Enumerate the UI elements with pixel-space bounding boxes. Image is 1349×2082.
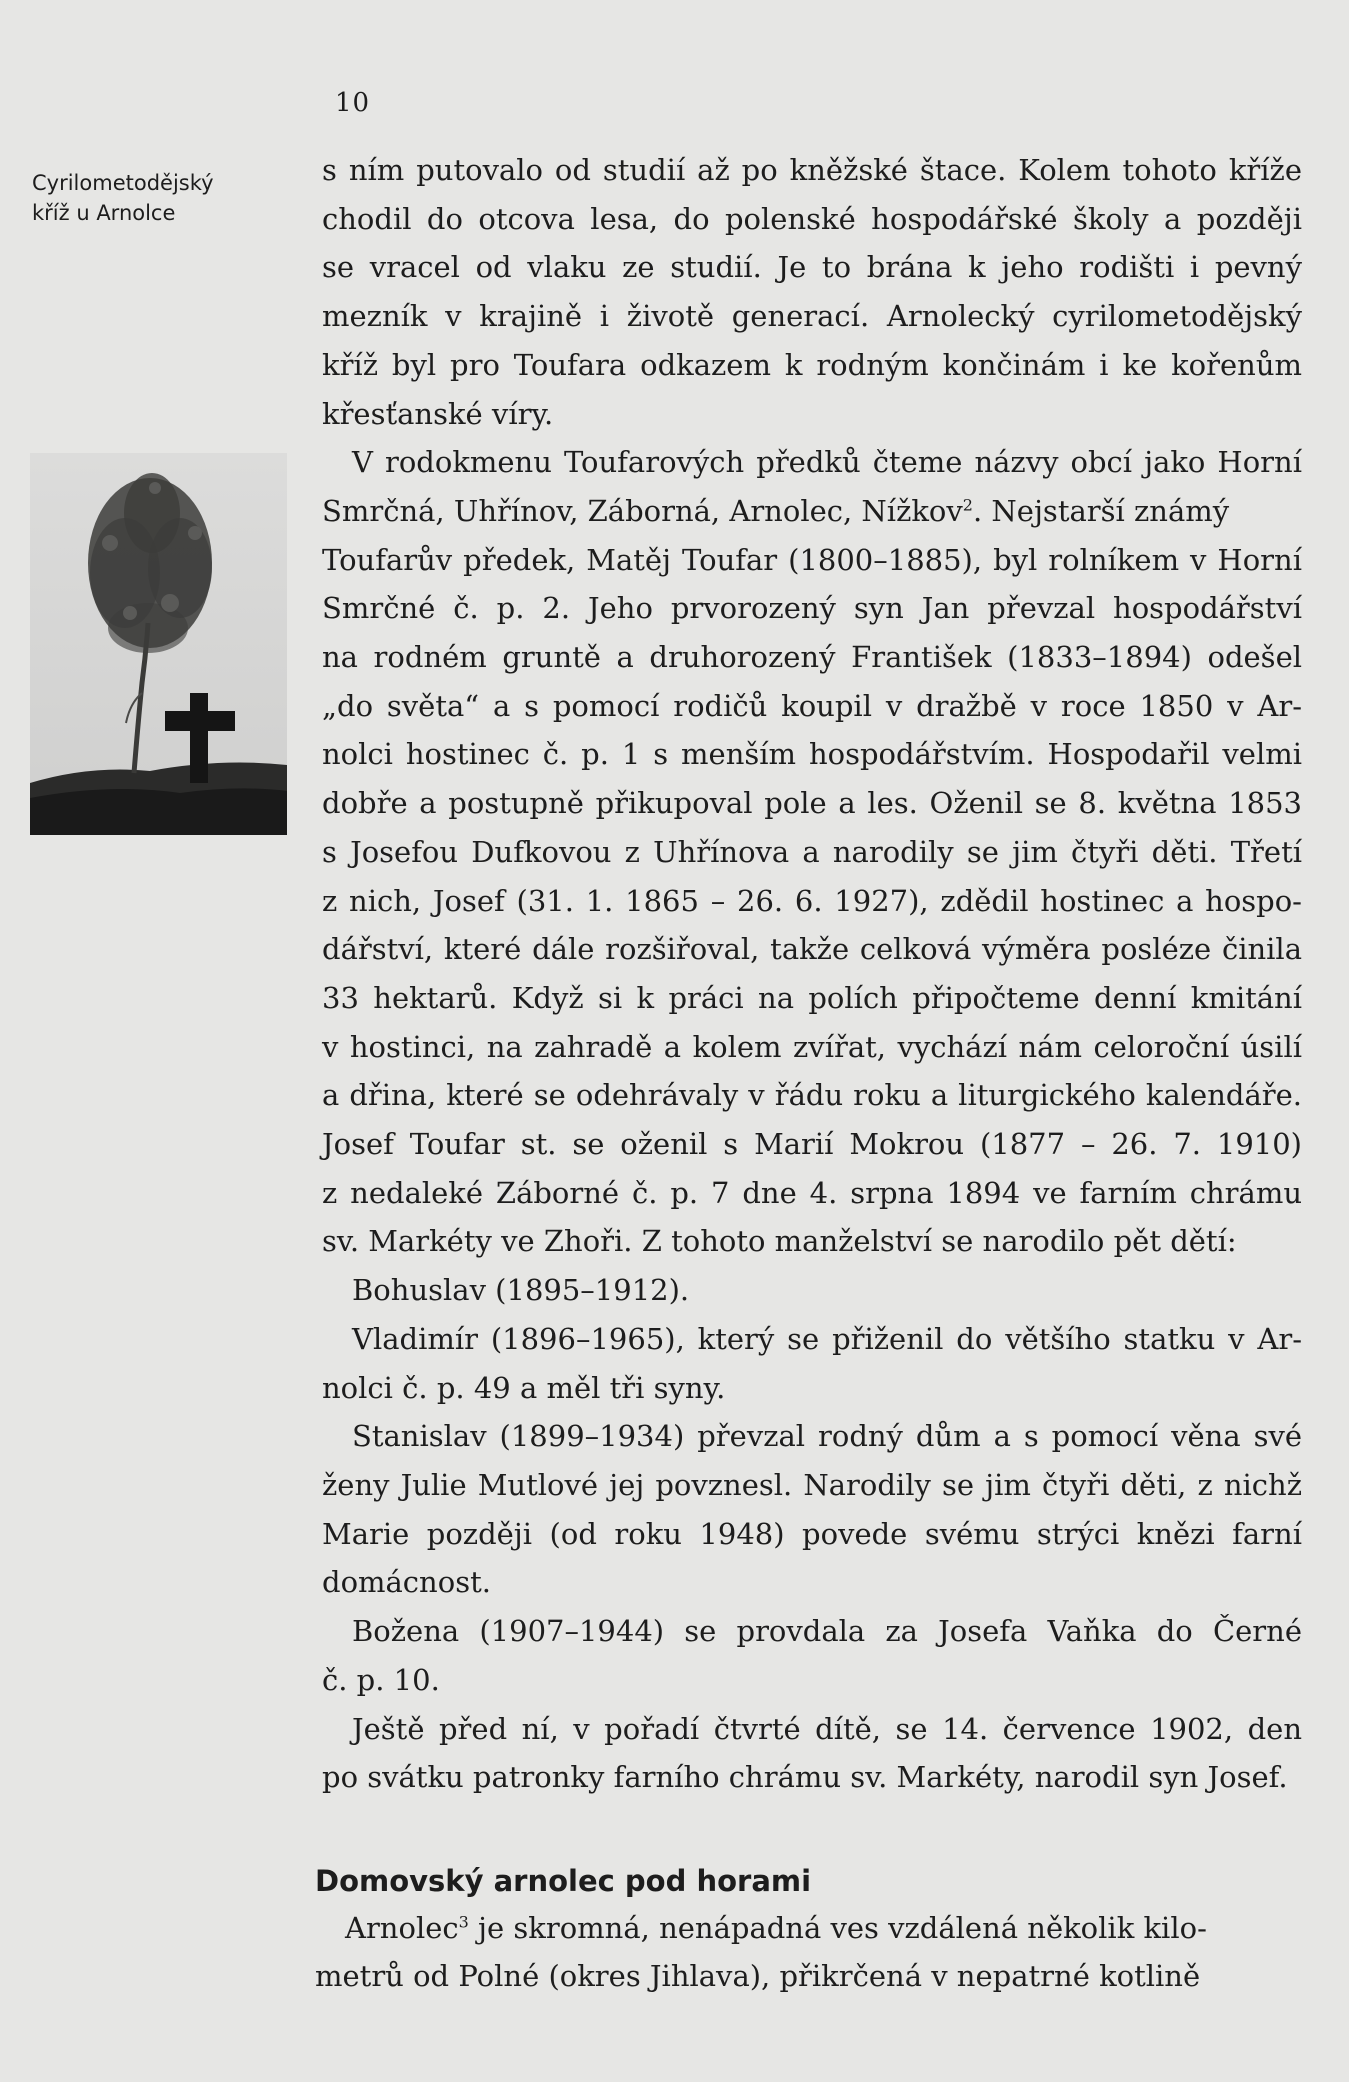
text-line: č. p. 10.: [322, 1662, 440, 1697]
text-line: z nedaleké Záborné č. p. 7 dne 4. srpna 1894 ve farním chrámu: [322, 1175, 1302, 1210]
text-line: V rodokmenu Toufarových předků čteme názvy obcí jako Horní: [352, 445, 1302, 480]
text-line: v hostinci, na zahradě a kolem zvířat, vychází nám celoroční úsilí: [322, 1029, 1302, 1064]
text-line: z nich, Josef (31. 1. 1865 – 26. 6. 1927), zdědil hostinec a hospo-: [322, 883, 1302, 918]
text-line: nolci č. p. 49 a měl tři syny.: [322, 1370, 726, 1405]
cross-tree-photo: [30, 453, 287, 835]
text-line: nolci hostinec č. p. 1 s menším hospodářstvím. Hospodařil velmi: [322, 737, 1302, 772]
text-line: Smrčná, Uhřínov, Záborná, Arnolec, Nížkov$^2$. Nejstarší známý: [322, 493, 1230, 528]
text-line: Arnolec$^3$ je skromná, nenápadná ves vzdálená několik kilo-: [345, 1911, 1207, 1945]
footnote-ref: 2: [962, 495, 973, 515]
text-line: s ním putovalo od studií až po kněžské štace. Kolem tohoto kříže: [322, 153, 1302, 187]
text-line: 33 hektarů. Když si k práci na polích připočteme denní kmitání: [322, 980, 1302, 1015]
text-line: Božena (1907–1944) se provdala za Josefa Vaňka do Černé: [352, 1614, 1302, 1649]
text-line: domácnost.: [322, 1565, 491, 1600]
text-line: se vracel od vlaku ze studií. Je to brána k jeho rodišti i pevný: [322, 250, 1302, 285]
text-line: dobře a postupně přikupoval pole a les. Oženil se 8. května 1853: [322, 786, 1302, 821]
text-line: Bohuslav (1895–1912).: [352, 1273, 690, 1308]
text-line: Smrčné č. p. 2. Jeho prvorozený syn Jan převzal hospodářství: [322, 591, 1302, 626]
text-line: s Josefou Dufkovou z Uhřínova a narodily se jim čtyři děti. Třetí: [322, 834, 1302, 869]
text-line: sv. Markéty ve Zhoři. Z tohoto manželství se narodilo pět dětí:: [322, 1224, 1237, 1259]
text-line: Stanislav (1899–1934) převzal rodný dům a s pomocí věna své: [352, 1419, 1302, 1454]
footnote-ref: 3: [458, 1912, 469, 1932]
photo-caption: [32, 168, 272, 228]
text-line: dářství, které dále rozšiřoval, takže celková výměra posléze činila: [322, 932, 1302, 967]
text-line: chodil do otcova lesa, do polenské hospodářské školy a později: [322, 201, 1302, 236]
caption-line: Cyrilometodějský: [32, 171, 214, 195]
text-line: po svátku patronky farního chrámu sv. Markéty, narodil syn Josef.: [322, 1760, 1288, 1795]
text-line: metrů od Polné (okres Jihlava), přikrčená v nepatrné kotlině: [315, 1959, 1201, 1993]
section-heading: Domovský arnolec pod horami: [315, 1864, 812, 1898]
text-line: mezník v krajině i životě generací. Arnolecký cyrilometodějský: [322, 299, 1302, 334]
text-line: křesťanské víry.: [322, 396, 554, 431]
text-line: kříž byl pro Toufara odkazem k rodným končinám i ke kořenům: [322, 347, 1302, 382]
text-line: ženy Julie Mutlové jej povznesl. Narodily se jim čtyři děti, z nichž: [322, 1467, 1302, 1502]
text-line: a dřina, které se odehrávaly v řádu roku a liturgického kalendáře.: [322, 1078, 1302, 1113]
caption-line: kříž u Arnolce: [32, 201, 176, 225]
text-line: Vladimír (1896–1965), který se přiženil do většího statku v Ar-: [352, 1321, 1302, 1356]
page-number: 10: [335, 88, 371, 118]
text-line: Toufarův předek, Matěj Toufar (1800–1885), byl rolníkem v Horní: [322, 542, 1302, 577]
text-line: Josef Toufar st. se oženil s Marií Mokrou (1877 – 26. 7. 1910): [322, 1127, 1302, 1162]
text-line: na rodném gruntě a druhorozený František (1833–1894) odešel: [322, 640, 1302, 675]
main-text: [322, 146, 1302, 1802]
text-line: Marie později (od roku 1948) povede svému strýci knězi farní: [322, 1516, 1302, 1551]
text-line: Ještě před ní, v pořadí čtvrté dítě, se 14. července 1902, den: [352, 1711, 1302, 1746]
text-line: „do světa“ a s pomocí rodičů koupil v dražbě v roce 1850 v Ar-: [322, 688, 1302, 723]
section-text: [315, 1904, 1299, 2000]
